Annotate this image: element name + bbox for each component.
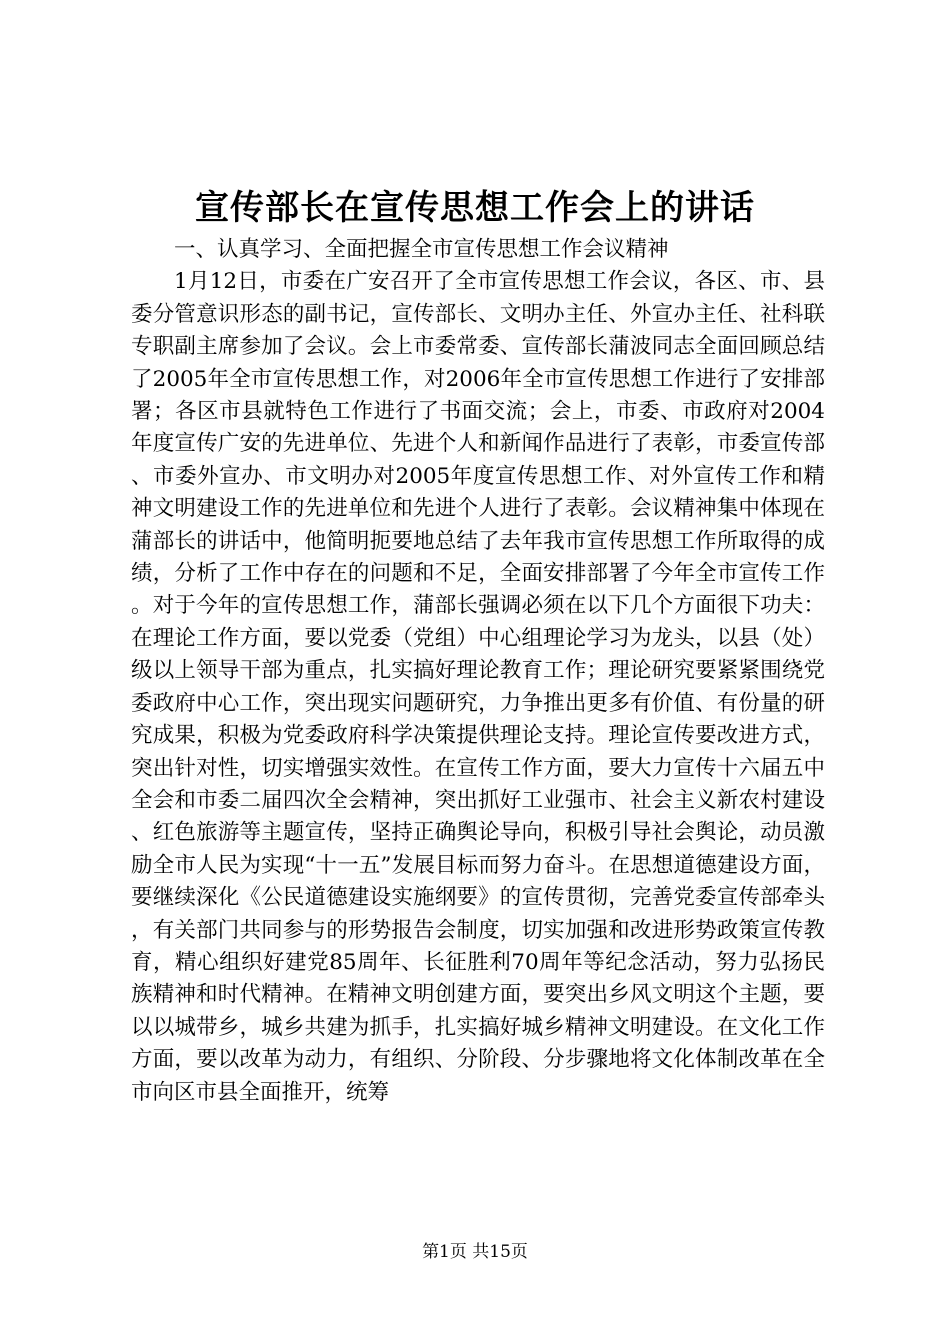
- document-title: 宣传部长在宣传思想工作会上的讲话: [195, 188, 755, 228]
- page-number: 第1页 共15页: [422, 1242, 528, 1262]
- body-paragraph: 1月12日，市委在广安召开了全市宣传思想工作会议，各区、市、县委分管意识形态的副书记，宣传部长、文明办主任、外宣办主任、社科联专职副主席参加了会议。会上市委常委、宣传部长蒲波同志全面回顾总结了2005年全市宣传思想工作，对2006年全市宣传思想工作进行了安排部署；各区市县就特色工作进行了书面交流；会上，市委、市政府对2004年度宣传广安的先进单位、先进个人和新闻作品进行了表彰，市委宣传部、市委外宣办、市文明办对2005年度宣传思想工作、对外宣传工作和精神文明建设工作的先进单位和先进个人进行了表彰。会议精神集中体现在蒲部长的讲话中，他简明扼要地总结了去年我市宣传思想工作所取得的成绩，分析了工作中存在的问题和不足，全面安排部署了今年全市宣传工作。对于今年的宣传思想工作，蒲部长强调必须在以下几个方面很下功夫：在理论工作方面，要以党委（党组）中心组理论学习为龙头，以县（处）级以上领导干部为重点，扎实搞好理论教育工作；理论研究要紧紧围绕党委政府中心工作，突出现实问题研究，力争推出更多有价值、有份量的研究成果，积极为党委政府科学决策提供理论支持。理论宣传要改进方式，突出针对性，切实增强实效性。在宣传工作方面，要大力宣传十六届五中全会和市委二届四次全会精神，突出抓好工业强市、社会主义新农村建设、红色旅游等主题宣传，坚持正确舆论导向，积极引导社会舆论，动员激励全市人民为实现“十一五”发展目标而努力奋斗。在思想道德建设方面，要继续深化《公民道德建设实施纲要》的宣传贯彻，完善党委宣传部牵头，有关部门共同参与的形势报告会制度，切实加强和改进形势政策宣传教育，精心组织好建党85周年、长征胜利70周年等纪念活动，努力弘扬民族精神和时代精神。在精神文明创建方面，要突出乡风文明这个主题，要以以城带乡，城乡共建为抓手，扎实搞好城乡精神文明建设。在文化工作方面，要以改革为动力，有组织、分阶段、分步骤地将文化体制改革在全市向区市县全面推开，统筹: [131, 269, 825, 1105]
- document-body: [131, 234, 825, 1109]
- section-heading: 一、认真学习、全面把握全市宣传思想工作会议精神: [174, 237, 669, 262]
